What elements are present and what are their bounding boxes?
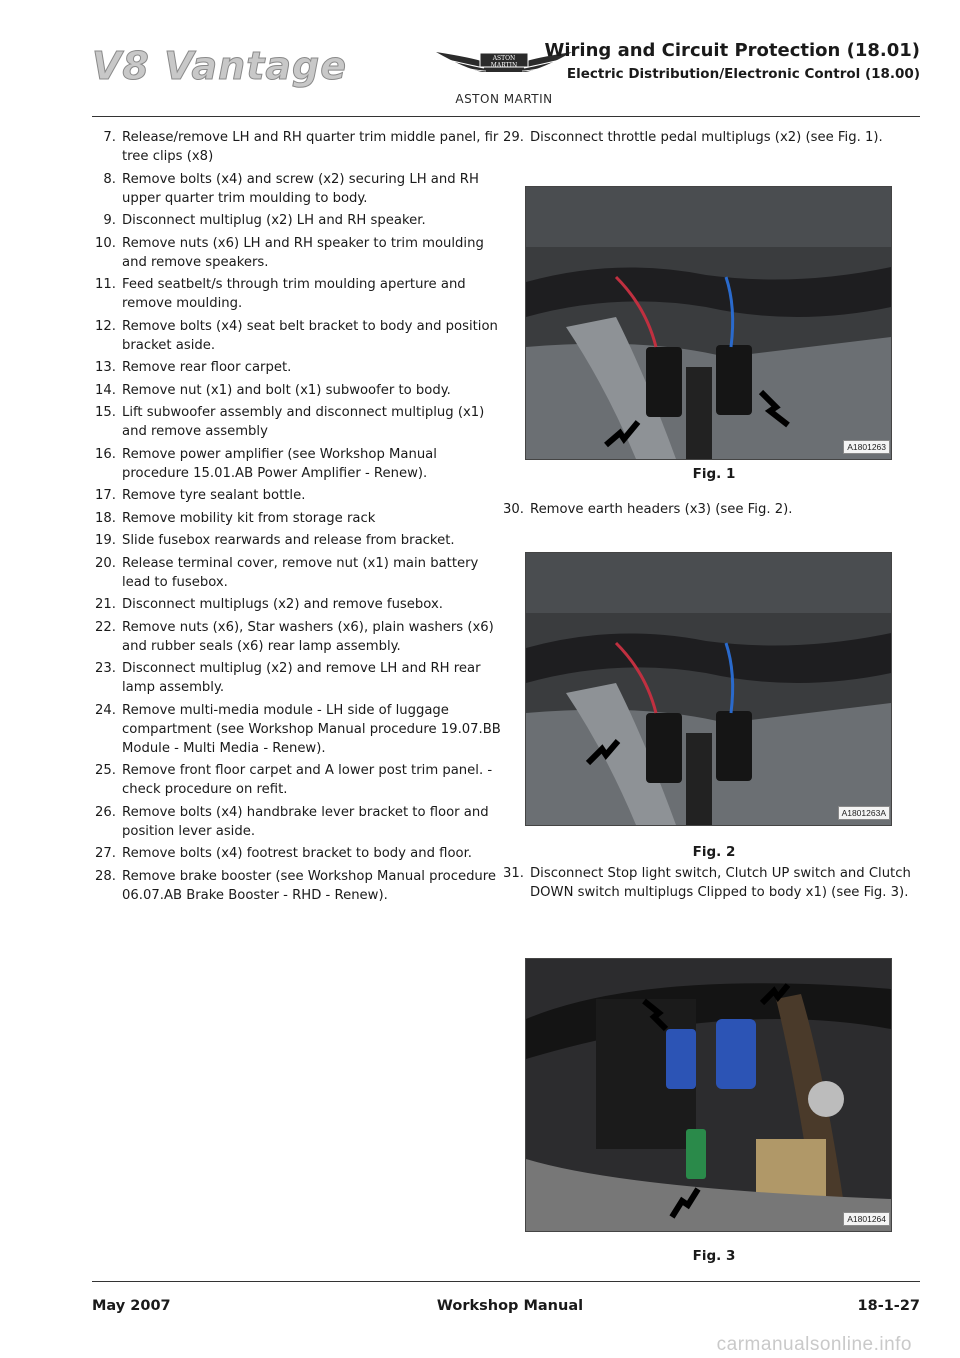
step-text: Disconnect multiplug (x2) and remove LH and RH rear lamp assembly. [122,661,481,695]
step-item [92,445,502,483]
step-text: Remove bolts (x4) footrest bracket to body and floor. [122,846,473,861]
fig1-caption: Fig. 1 [692,466,736,482]
footer-manual-title: Workshop Manual [436,1298,584,1314]
step-text: Disconnect Stop light switch, Clutch UP switch and Clutch DOWN switch multiplugs Clipped to body x1) (see Fig. 3). [530,866,911,900]
section-title: Wiring and Circuit Protection (18.01) [544,40,920,61]
step-number: 16. [95,446,116,462]
step-text: Remove bolts (x4) handbrake lever bracket to floor and position lever aside. [122,804,489,839]
left-column [92,128,502,908]
step-text: Remove bolts (x4) seat belt bracket to body and position bracket aside. [122,318,498,353]
step-item [92,554,502,592]
step-item [92,659,502,697]
step-number: 22. [95,619,116,635]
fig2-image-code: A1801263A [838,806,890,820]
step-number: 18. [95,510,116,526]
step-number: 7. [103,130,116,145]
step-item [92,486,502,505]
step-text: Remove mobility kit from storage rack [122,510,376,526]
page-header [0,0,960,118]
step-item [92,211,502,230]
step-text: Remove brake booster (see Workshop Manual procedure 06.07.AB Brake Booster - RHD - Renew). [122,868,497,903]
step-number: 23. [95,661,116,676]
step-number: 27. [95,846,116,861]
fig3-caption: Fig. 3 [692,1248,736,1264]
fig2-photo-image [525,552,892,826]
step-text: Remove bolts (x4) and screw (x2) securing LH and RH upper quarter trim moulding to body. [122,171,479,206]
step-number: 25. [95,763,116,778]
step-number: 20. [95,555,116,571]
step-number: 11. [95,277,116,292]
step-number: 29. [503,130,524,145]
step-31 [500,864,920,902]
step-item [92,128,502,166]
step-item [92,358,502,377]
step-number: 12. [95,318,116,334]
step-number: 19. [95,533,116,548]
step-number: 14. [95,382,116,398]
step-item [92,803,502,841]
step-item [92,701,502,758]
step-item [92,275,502,313]
step-item [92,234,502,272]
step-number: 10. [95,235,116,251]
fig2-caption: Fig. 2 [692,844,736,860]
step-text: Release/remove LH and RH quarter trim middle panel, fir tree clips (x8) [122,130,499,164]
step-text: Lift subwoofer assembly and disconnect multiplug (x1) and remove assembly [122,405,485,439]
step-text: Remove nuts (x6), Star washers (x6), plain washers (x6) and rubber seals (x6) rear lamp assembly. [122,619,494,654]
step-item [92,844,502,863]
step-29 [500,128,920,147]
step-text: Remove multi-media module - LH side of luggage compartment (see Workshop Manual procedure 19.07.BB Module - Multi Media - Renew). [122,702,501,756]
step-item [92,761,502,799]
step-number: 31. [503,866,524,881]
figure-1 [508,186,920,486]
step-text: Disconnect throttle pedal multiplugs (x2) (see Fig. 1). [530,130,883,145]
step-item [92,170,502,208]
step-text: Remove nuts (x6) LH and RH speaker to trim moulding and remove speakers. [122,235,484,270]
step-text: Disconnect multiplug (x2) LH and RH speaker. [122,213,426,228]
step-item [92,509,502,528]
step-item [92,618,502,656]
step-text: Remove earth headers (x3) (see Fig. 2). [530,502,793,517]
figure-3 [508,958,920,1268]
step-number: 28. [95,868,116,884]
step-text: Feed seatbelt/s through trim moulding aperture and remove moulding. [122,277,466,311]
fig1-image-code: A1801263 [843,440,890,454]
step-number: 24. [95,702,116,718]
step-item [92,595,502,614]
step-item [92,403,502,441]
step-item [92,867,502,905]
figure-2 [508,552,920,862]
step-item [92,317,502,355]
header-rule [92,116,920,117]
step-item [92,381,502,400]
fig3-photo-image [525,958,892,1232]
step-number: 30. [503,502,524,517]
footer-page-number: 18-1-27 [857,1298,920,1314]
footer-date: May 2007 [92,1298,171,1314]
logo-badge-text: ASTON MARTIN [490,55,518,69]
step-number: 9. [103,213,116,228]
step-number: 13. [95,360,116,375]
step-text: Remove power amplifier (see Workshop Manual procedure 15.01.AB Power Amplifier - Renew). [122,446,437,481]
step-number: 8. [103,171,116,187]
section-subtitle: Electric Distribution/Electronic Control (18.00) [566,66,920,82]
step-text: Slide fusebox rearwards and release from bracket. [122,533,455,548]
step-text: Remove tyre sealant bottle. [122,488,306,503]
step-text: Remove nut (x1) and bolt (x1) subwoofer to body. [122,382,451,398]
step-number: 15. [95,405,116,420]
footer-rule [92,1281,920,1282]
step-number: 21. [95,597,116,612]
step-number: 17. [95,488,116,503]
step-30 [500,500,920,519]
step-text: Remove front floor carpet and A lower post trim panel. - check procedure on refit. [122,763,493,797]
logo-wordmark: ASTON MARTIN [455,92,553,106]
step-text: Disconnect multiplugs (x2) and remove fusebox. [122,597,443,612]
brand-logo: V8 Vantage [92,44,348,88]
step-item [92,531,502,550]
fig3-image-code: A1801264 [843,1212,890,1226]
step-text: Release terminal cover, remove nut (x1) main battery lead to fusebox. [122,555,479,590]
fig1-photo-image [525,186,892,460]
watermark: carmanualsonline.info [716,1334,912,1355]
step-number: 26. [95,804,116,820]
step-text: Remove rear floor carpet. [122,360,292,375]
